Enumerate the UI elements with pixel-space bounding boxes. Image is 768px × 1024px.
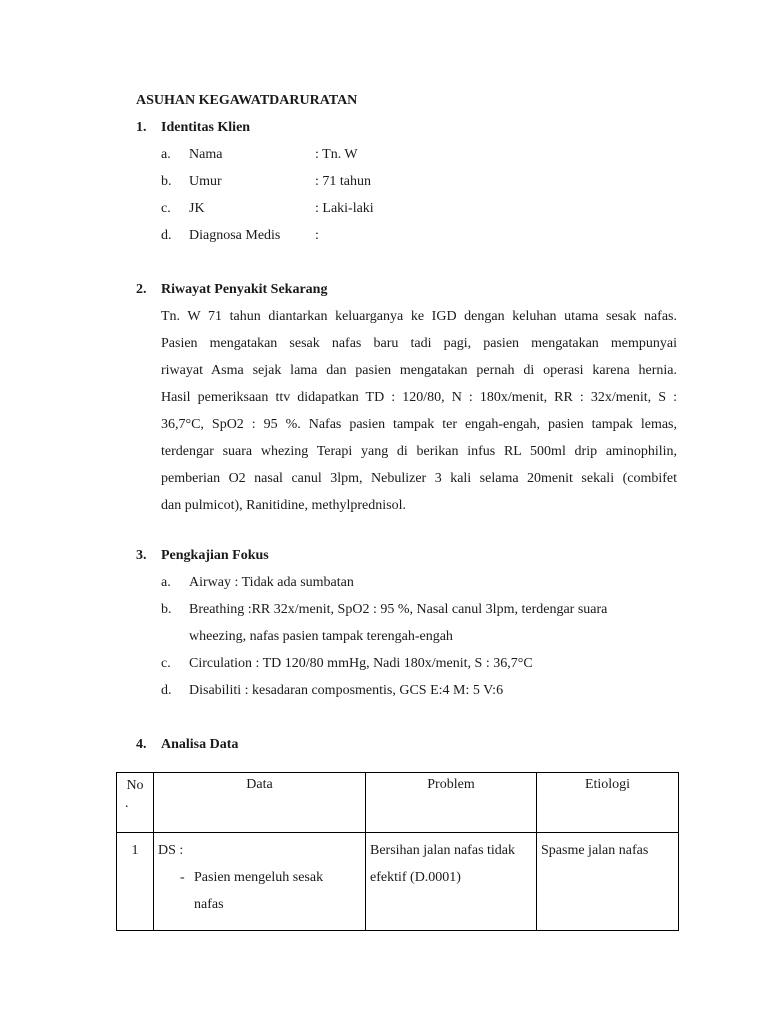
section-4-heading: Analisa Data [161, 737, 239, 752]
item-letter: a. [161, 575, 171, 590]
section-2-number: 2. [136, 282, 147, 297]
riwayat-paragraph [161, 303, 677, 519]
item-text: Disabiliti : kesadaran composmentis, GCS E:4 M: 5 V:6 [189, 683, 504, 698]
paragraph-line: 36,7°C, SpO2 : 95 %. Nafas pasien tampak ter engah-engah, pasien tampak lemas, [161, 417, 677, 432]
bullet-text: Pasien mengeluh sesak [194, 870, 324, 885]
section-3-heading: Pengkajian Fokus [161, 548, 269, 563]
item-letter: a. [161, 147, 171, 162]
problem-text [366, 833, 536, 891]
item-text: Airway : Tidak ada sumbatan [189, 575, 354, 590]
table-header-row [117, 773, 679, 833]
item-label: Nama [189, 147, 223, 162]
header-data: Data [154, 773, 366, 833]
section-3-number: 3. [136, 548, 147, 563]
bullet-text: nafas [194, 897, 224, 912]
paragraph-line: pemberian O2 nasal canul 3lpm, Nebulizer 3 kali selama 20menit sekali (combifet [161, 471, 677, 486]
item-value: : Laki-laki [315, 201, 374, 216]
item-value: : 71 tahun [315, 174, 371, 189]
header-problem: Problem [366, 773, 537, 833]
analisa-data-table [116, 772, 679, 931]
item-label: Umur [189, 174, 222, 189]
data-label: DS : [158, 843, 184, 858]
item-label: Diagnosa Medis [189, 228, 281, 243]
item-letter: c. [161, 656, 171, 671]
etiologi-text: Spasme jalan nafas [541, 843, 649, 858]
problem-line: Bersihan jalan nafas tidak [370, 843, 516, 858]
bullet-dash: - [180, 870, 185, 885]
item-letter: d. [161, 683, 172, 698]
row-number: 1 [131, 843, 139, 858]
header-no [117, 773, 154, 833]
cell-problem [366, 833, 537, 931]
item-value: : [315, 228, 319, 243]
item-text: Circulation : TD 120/80 mmHg, Nadi 180x/menit, S : 36,7°C [189, 656, 533, 671]
item-value: : Tn. W [315, 147, 358, 162]
document-title: ASUHAN KEGAWATDARURATAN [136, 93, 358, 108]
item-text-continued: wheezing, nafas pasien tampak terengah-engah [189, 629, 453, 644]
table-row [117, 833, 679, 931]
item-letter: c. [161, 201, 171, 216]
section-2-heading: Riwayat Penyakit Sekarang [161, 282, 328, 297]
cell-no [117, 833, 154, 931]
header-no-dot: . [125, 796, 129, 811]
header-etiologi: Etiologi [537, 773, 679, 833]
item-label: JK [189, 201, 205, 216]
item-letter: b. [161, 174, 172, 189]
section-4-number: 4. [136, 737, 147, 752]
cell-etiologi [537, 833, 679, 931]
problem-line: efektif (D.0001) [370, 870, 461, 885]
section-1-heading: Identitas Klien [161, 120, 251, 135]
item-letter: b. [161, 602, 172, 617]
paragraph-line: Hasil pemeriksaan ttv didapatkan TD : 120/80, N : 180x/menit, RR : 32x/menit, S : [161, 390, 677, 405]
data-bullet-item [154, 864, 365, 891]
paragraph-line: riwayat Asma sejak lama dan pasien mengatakan pernah di operasi karena hernia. [161, 363, 677, 378]
item-text: Breathing :RR 32x/menit, SpO2 : 95 %, Nasal canul 3lpm, terdengar suara [189, 602, 608, 617]
paragraph-line: Tn. W 71 tahun diantarkan keluarganya ke IGD dengan keluhan utama sesak nafas. [161, 309, 677, 324]
paragraph-line: Pasien mengatakan sesak nafas baru tadi pagi, pasien mengatakan mempunyai [161, 336, 677, 351]
header-no-label: No [126, 778, 144, 793]
data-bullet-item-continued [154, 891, 365, 918]
section-1-number: 1. [136, 120, 147, 135]
paragraph-line: terdengar suara whezing Terapi yang di berikan infus RL 500ml drip aminophilin, [161, 444, 677, 459]
item-letter: d. [161, 228, 172, 243]
cell-data [154, 833, 366, 931]
paragraph-line: dan pulmicot), Ranitidine, methylprednisol. [161, 498, 406, 513]
